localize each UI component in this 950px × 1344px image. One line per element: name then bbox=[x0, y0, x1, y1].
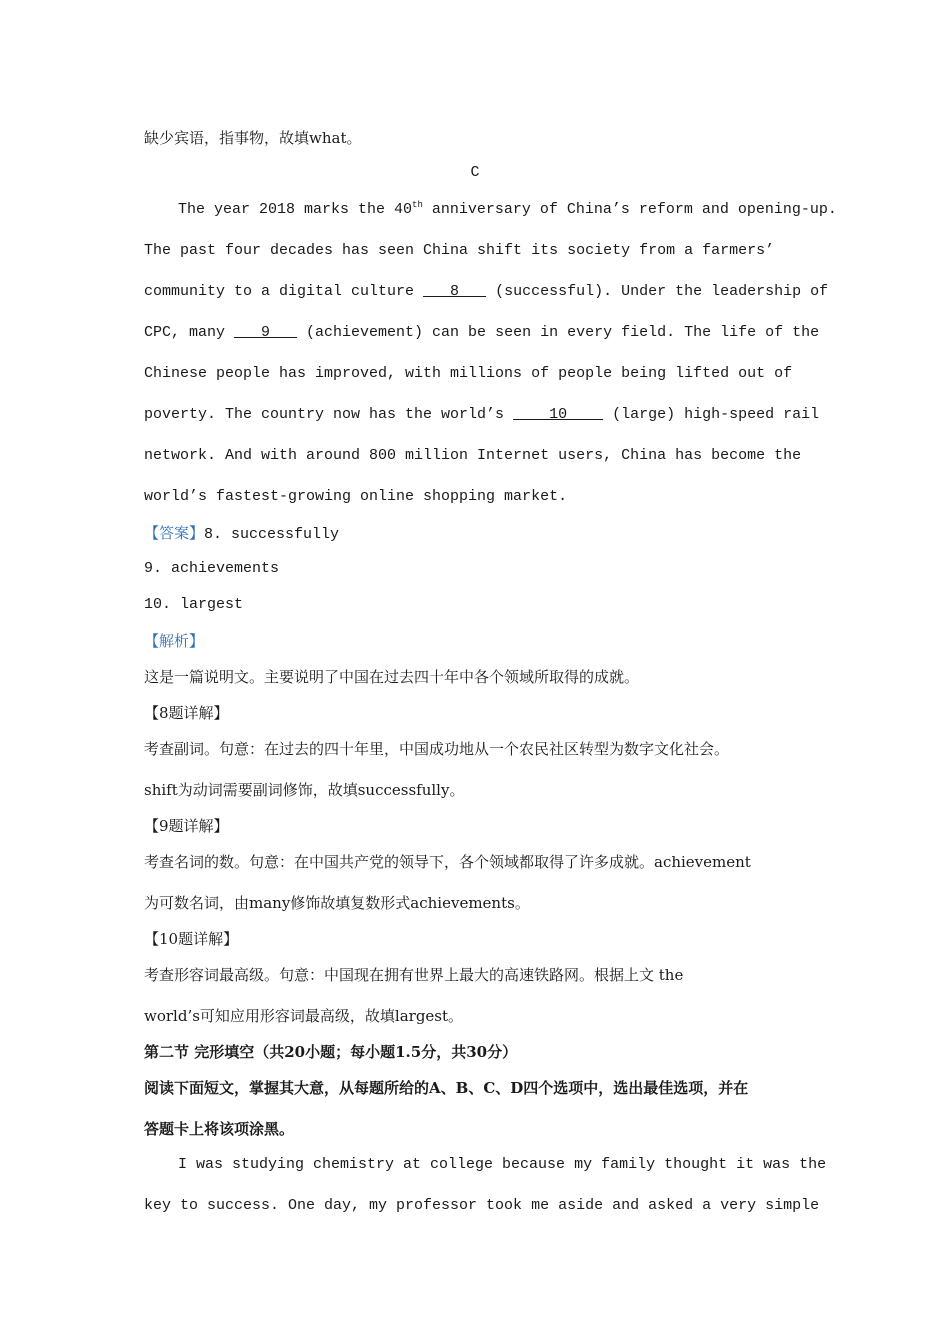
section2-instruction-1: 阅读下面短文，掌握其大意，从每题所给的A、B、C、D四个选项中，选出最佳选项，并在 bbox=[144, 1079, 749, 1097]
top-note: 缺少宾语，指事物，故填what。 bbox=[144, 129, 362, 147]
blank-8[interactable]: 8 bbox=[423, 283, 487, 300]
q9-line-2: 为可数名词，由many修饰故填复数形式achievements。 bbox=[144, 894, 530, 912]
passage-line-5: Chinese people has improved, with millions of people being lifted out of bbox=[144, 365, 793, 382]
passage-line-4 bbox=[144, 323, 819, 343]
answer-9: 9. achievements bbox=[144, 560, 280, 577]
passage-text: community to a digital culture bbox=[144, 283, 424, 300]
passage-line-8: world’s fastest-growing online shopping market. bbox=[144, 488, 568, 505]
blank-10[interactable]: 10 bbox=[513, 406, 604, 423]
q10-title: 【10题详解】 bbox=[144, 930, 239, 948]
passage-text: poverty. The country now has the world’s bbox=[144, 406, 514, 423]
passage-text: CPC, many bbox=[144, 324, 235, 341]
q8-line-1: 考查副词。句意：在过去的四十年里，中国成功地从一个农民社区转型为数字文化社会。 bbox=[144, 740, 730, 758]
passage-text: The year 2018 marks the 40 bbox=[178, 201, 413, 218]
answer-line bbox=[144, 523, 339, 545]
section2-heading: 第二节 完形填空（共20小题；每小题1.5分，共30分） bbox=[144, 1043, 518, 1061]
passage-text: anniversary of China’s reform and opening-up. bbox=[422, 201, 837, 218]
passage-line-7: network. And with around 800 million Internet users, China has become the bbox=[144, 447, 802, 464]
passage-text: (successful). Under the leadership of bbox=[486, 283, 829, 300]
passage-line-1 bbox=[178, 200, 837, 220]
cloze-passage-line-1: I was studying chemistry at college because my family thought it was the bbox=[178, 1156, 827, 1173]
answer-8: 8. successfully bbox=[204, 526, 340, 543]
analysis-summary: 这是一篇说明文。主要说明了中国在过去四十年中各个领域所取得的成就。 bbox=[144, 668, 640, 686]
section2-instruction-2: 答题卡上将该项涂黑。 bbox=[144, 1120, 295, 1138]
q8-line-2: shift为动词需要副词修饰，故填successfully。 bbox=[144, 781, 465, 799]
q8-title: 【8题详解】 bbox=[144, 704, 229, 722]
q9-line-1: 考查名词的数。句意：在中国共产党的领导下，各个领域都取得了许多成就。achievement bbox=[144, 853, 751, 871]
answer-label: 【答案】 bbox=[144, 524, 205, 542]
q10-line-1: 考查形容词最高级。句意：中国现在拥有世界上最大的高速铁路网。根据上文 the bbox=[144, 966, 684, 984]
passage-text: (achievement) can be seen in every field. The life of the bbox=[297, 324, 820, 341]
cloze-passage-line-2: key to success. One day, my professor took me aside and asked a very simple bbox=[144, 1197, 820, 1214]
passage-line-2: The past four decades has seen China shift its society from a farmers’ bbox=[144, 242, 775, 259]
passage-text: (large) high-speed rail bbox=[603, 406, 820, 423]
q9-title: 【9题详解】 bbox=[144, 817, 229, 835]
analysis-label: 【解析】 bbox=[144, 632, 205, 650]
passage-line-3 bbox=[144, 282, 828, 302]
blank-9[interactable]: 9 bbox=[234, 324, 298, 341]
section-letter: C bbox=[470, 164, 480, 181]
q10-line-2: world’s可知应用形容词最高级，故填largest。 bbox=[144, 1007, 464, 1025]
ordinal-suffix: th bbox=[412, 200, 423, 210]
passage-line-6 bbox=[144, 405, 819, 425]
answer-10: 10. largest bbox=[144, 596, 244, 613]
